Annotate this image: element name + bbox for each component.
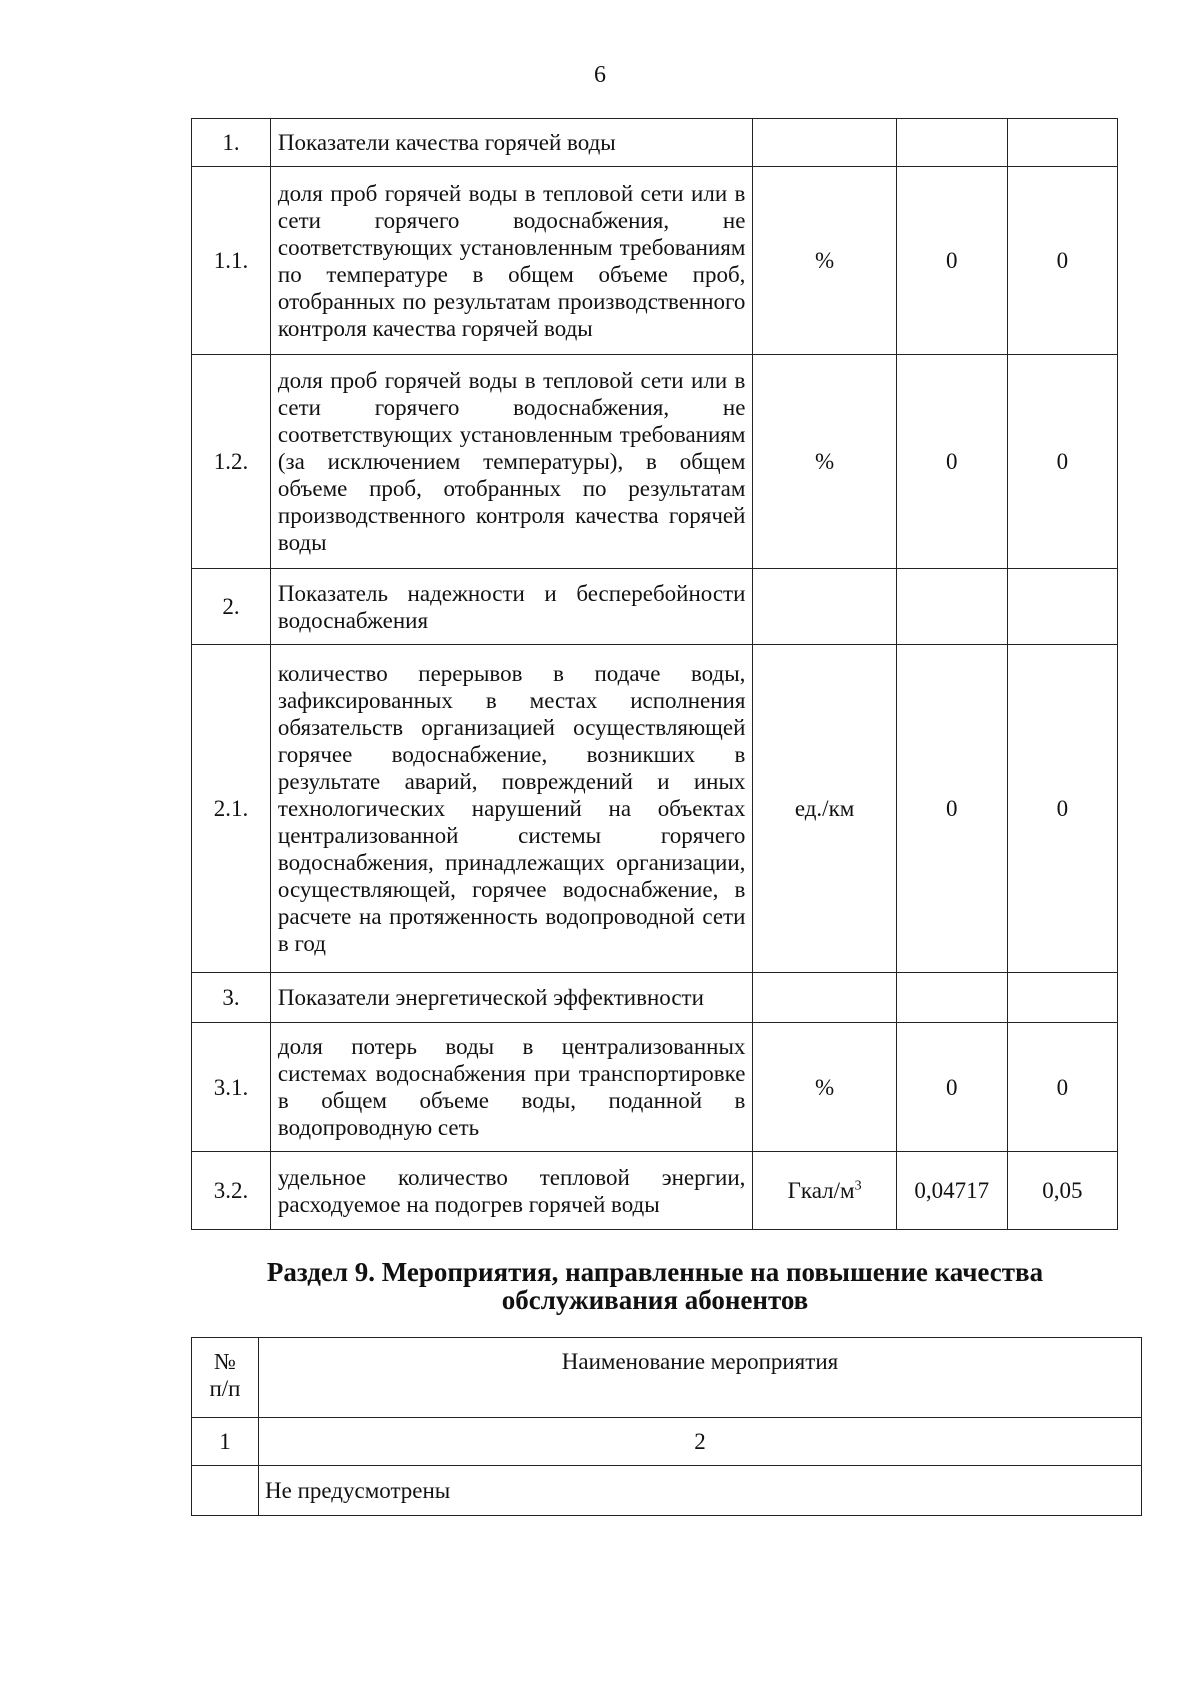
- table-row: [192, 1152, 1118, 1230]
- header-number: [192, 1338, 259, 1418]
- indicator-name: Показатель надежности и бесперебойности водоснабжения: [270, 569, 753, 645]
- row-number-empty: [192, 1466, 259, 1516]
- indicator-value-2: 0,05: [1007, 1152, 1117, 1230]
- indicator-value-2: [1007, 973, 1117, 1023]
- row-number: 3.2.: [192, 1152, 271, 1230]
- column-numbers-row: [192, 1418, 1142, 1466]
- table-header-row: [192, 1338, 1142, 1418]
- indicator-value-1: 0: [896, 1023, 1007, 1152]
- indicator-unit: [753, 569, 896, 645]
- indicator-name: удельное количество тепловой энергии, расходуемое на подогрев горячей воды: [270, 1152, 753, 1230]
- table-row: [192, 355, 1118, 569]
- header-number-line-2: п/п: [209, 1376, 241, 1401]
- indicator-unit: [753, 1152, 896, 1230]
- indicator-unit: %: [753, 1023, 896, 1152]
- unit-text: Гкал/м: [787, 1178, 855, 1203]
- indicator-value-2: 0: [1007, 167, 1117, 355]
- indicator-name: Показатели качества горячей воды: [270, 119, 753, 167]
- row-number: 1.1.: [192, 167, 271, 355]
- indicator-value-1: [896, 569, 1007, 645]
- row-number: 2.: [192, 569, 271, 645]
- indicator-name: доля потерь воды в централизованных системах водоснабжения при транспортировке в общем объеме воды, поданной в водопроводную сеть: [270, 1023, 753, 1152]
- indicator-value-1: 0,04717: [896, 1152, 1007, 1230]
- table-row: [192, 645, 1118, 973]
- indicator-unit: [753, 973, 896, 1023]
- section-title-line-2: обслуживания абонентов: [501, 1285, 809, 1315]
- indicator-name: Показатели энергетической эффективности: [270, 973, 753, 1023]
- unit-superscript: 3: [854, 1178, 862, 1194]
- page-number: 6: [594, 62, 606, 88]
- indicator-unit: [753, 119, 896, 167]
- header-measure-name: Наименование мероприятия: [259, 1338, 1142, 1418]
- table-row: [192, 1023, 1118, 1152]
- column-number-2: 2: [259, 1418, 1142, 1466]
- indicator-value-2: 0: [1007, 645, 1117, 973]
- row-number: 1.: [192, 119, 271, 167]
- section-title-line-1: Раздел 9. Мероприятия, направленные на повышение качества: [266, 1257, 1044, 1287]
- table-row: [192, 1466, 1142, 1516]
- section-title: [190, 1258, 1120, 1314]
- table-row: [192, 119, 1118, 167]
- measures-table: [191, 1337, 1142, 1516]
- indicator-unit: ед./км: [753, 645, 896, 973]
- header-number-line-1: №: [214, 1349, 236, 1374]
- indicator-unit: %: [753, 167, 896, 355]
- indicator-value-2: [1007, 569, 1117, 645]
- column-number-1: 1: [192, 1418, 259, 1466]
- indicators-table: [191, 118, 1118, 1230]
- indicator-value-1: 0: [896, 167, 1007, 355]
- indicator-value-1: 0: [896, 355, 1007, 569]
- indicator-name: доля проб горячей воды в тепловой сети или в сети горячего водоснабжения, не соответствующих установленным требованиям по температуре в общем объеме проб, отобранных по результатам производственного контроля качества горячей воды: [270, 167, 753, 355]
- indicator-name: количество перерывов в подаче воды, зафиксированных в местах исполнения обязательств организацией осуществляющей горячее водоснабжение, возникших в результате аварий, повреждений и иных технологических нарушений на объектах централизованной системы горячего водоснабжения, принадлежащих организации, осуществляющей, горячее водоснабжение, в расчете на протяженность водопроводной сети в год: [270, 645, 753, 973]
- indicator-value-2: 0: [1007, 1023, 1117, 1152]
- row-number: 1.2.: [192, 355, 271, 569]
- measure-name: Не предусмотрены: [259, 1466, 1142, 1516]
- indicator-value-1: 0: [896, 645, 1007, 973]
- indicator-value-2: [1007, 119, 1117, 167]
- table-row: [192, 973, 1118, 1023]
- table-row: [192, 569, 1118, 645]
- row-number: 3.1.: [192, 1023, 271, 1152]
- indicator-value-2: 0: [1007, 355, 1117, 569]
- indicator-value-1: [896, 973, 1007, 1023]
- row-number: 2.1.: [192, 645, 271, 973]
- indicator-value-1: [896, 119, 1007, 167]
- indicator-unit: %: [753, 355, 896, 569]
- row-number: 3.: [192, 973, 271, 1023]
- table-row: [192, 167, 1118, 355]
- indicator-name: доля проб горячей воды в тепловой сети или в сети горячего водоснабжения, не соответствующих установленным требованиям (за исключением температуры), в общем объеме проб, отобранных по результатам производственного контроля качества горячей воды: [270, 355, 753, 569]
